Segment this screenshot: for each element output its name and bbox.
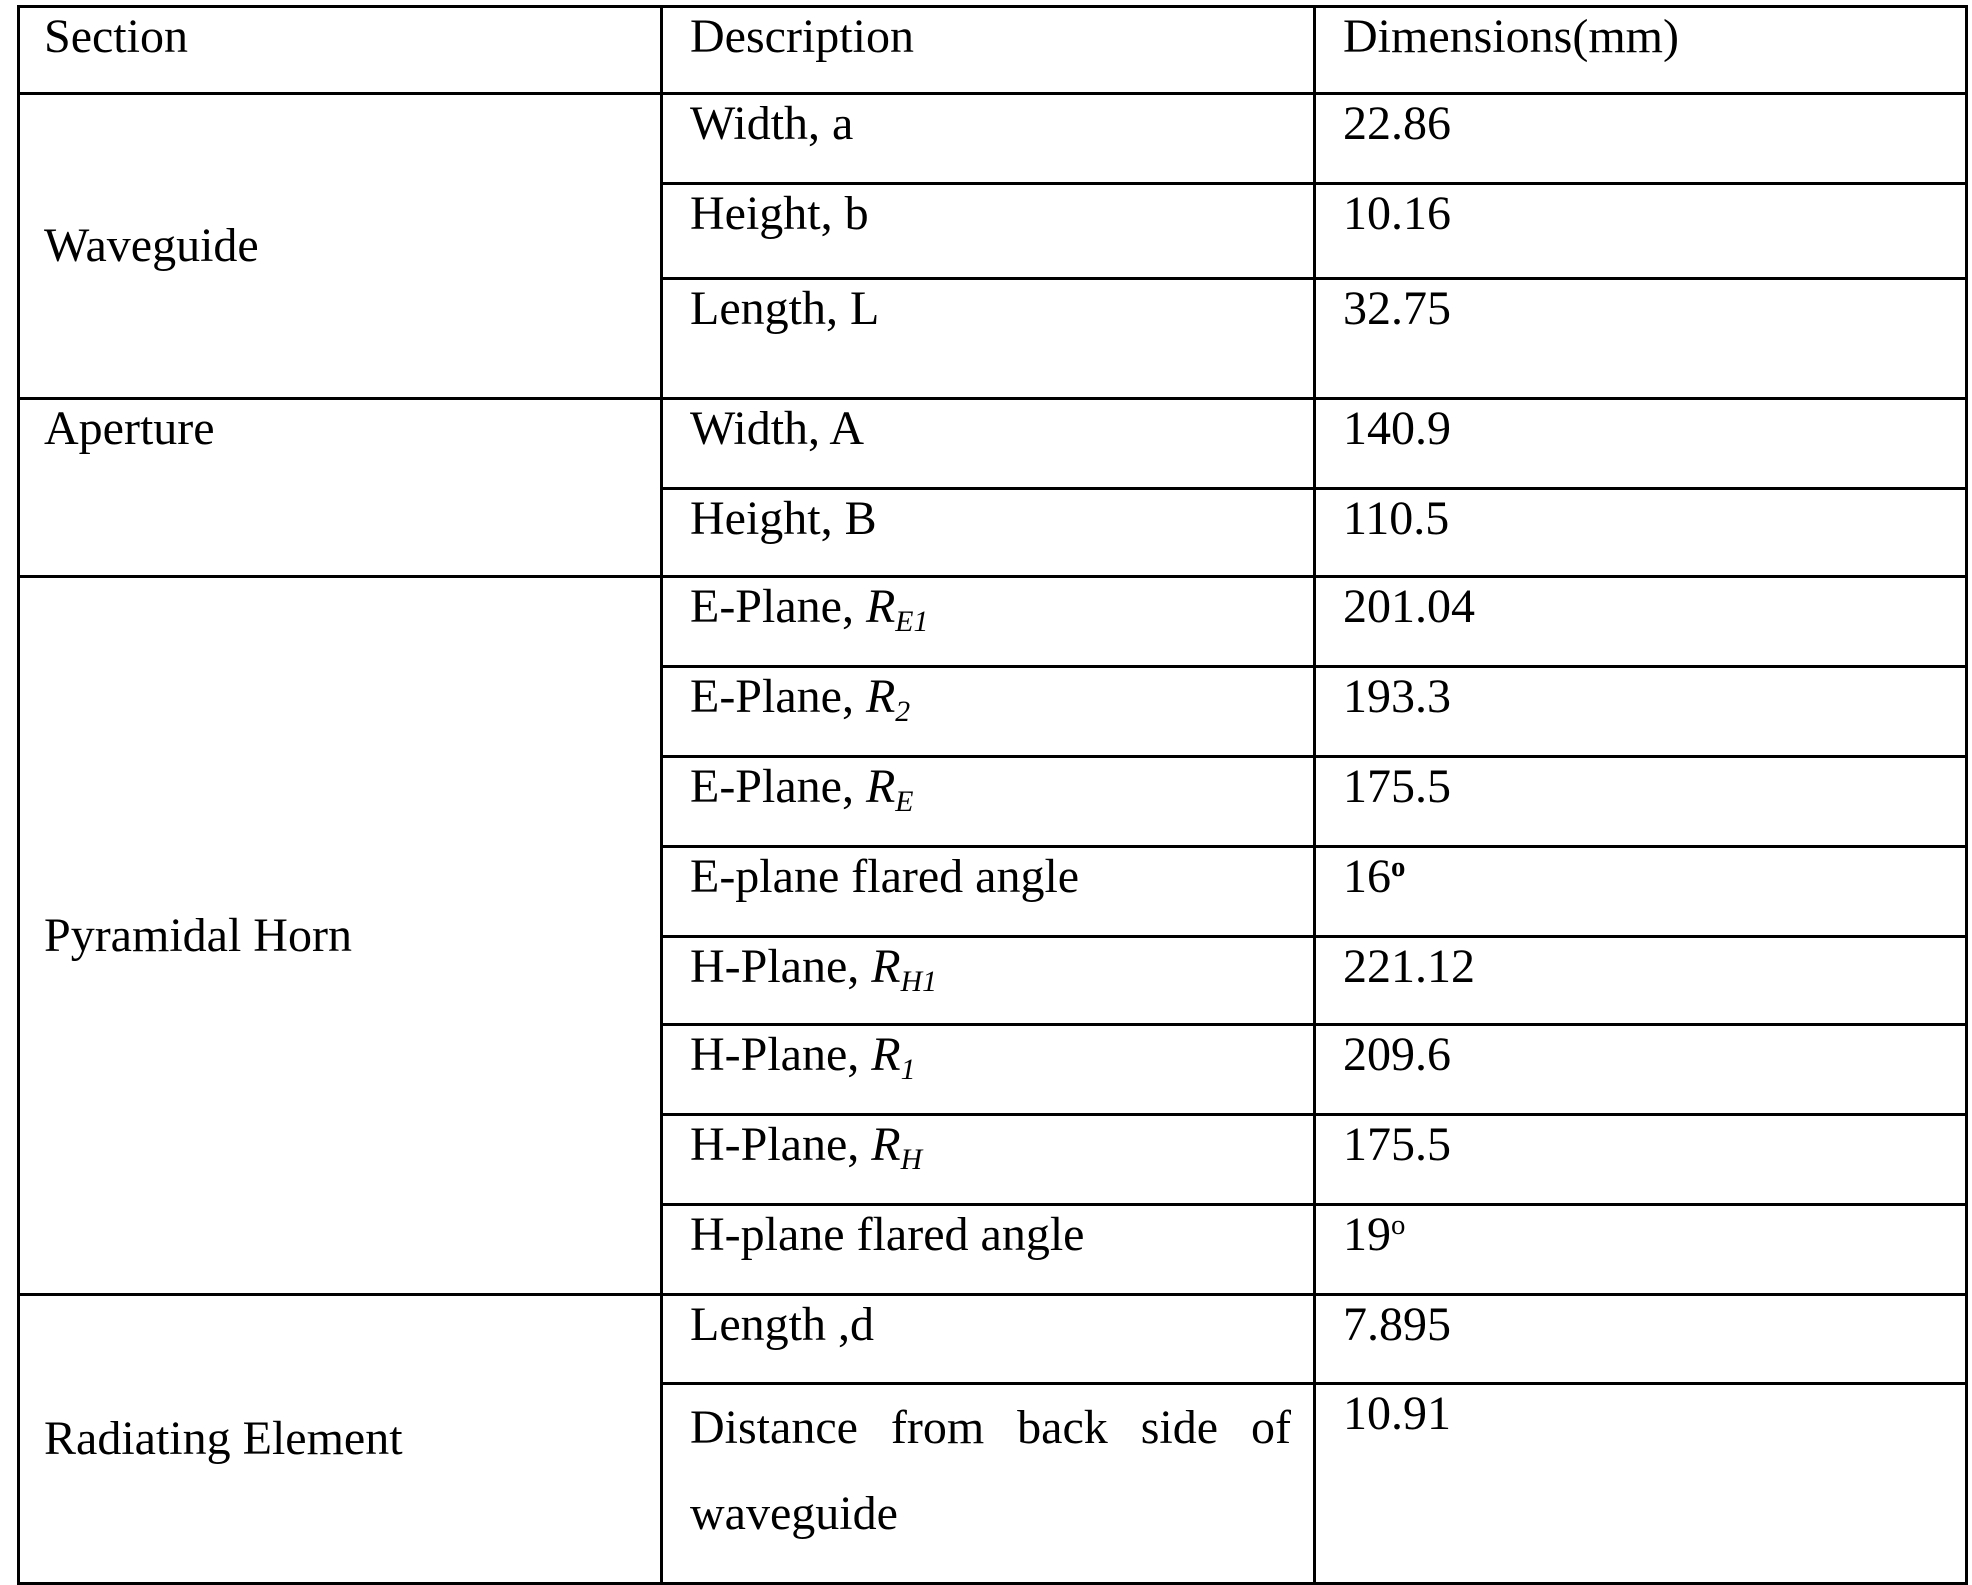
math-symbol: R (865, 760, 896, 813)
math-subscript: E (895, 784, 914, 818)
description-cell (662, 577, 1315, 667)
dimension-value: 193.3 (1343, 670, 1451, 723)
degree-symbol: o (1391, 851, 1406, 884)
table-row (19, 577, 1967, 667)
description-text: H-plane flared angle (690, 1208, 1085, 1261)
header-section (19, 7, 662, 94)
header-description-label: Description (690, 10, 914, 63)
dimension-cell (1315, 94, 1967, 184)
math-symbol: R (865, 580, 896, 633)
dimension-value: 140.9 (1343, 402, 1451, 455)
description-cell (662, 1025, 1315, 1115)
description-text: Length, L (690, 282, 880, 335)
math-subscript: H1 (900, 964, 937, 998)
dimension-cell (1315, 1025, 1967, 1115)
dimension-cell (1315, 279, 1967, 399)
description-text: Height, B (690, 492, 877, 545)
math-symbol: R (871, 1118, 901, 1171)
header-section-label: Section (44, 10, 188, 63)
table-row (19, 94, 1967, 184)
description-cell (662, 1295, 1315, 1384)
description-text: E-plane flared angle (690, 850, 1080, 903)
math-subscript: H (900, 1142, 923, 1176)
description-cell (662, 1115, 1315, 1205)
math-symbol: R (871, 1028, 901, 1081)
section-label: Aperture (44, 402, 215, 455)
section-label: Waveguide (44, 219, 259, 272)
table-row (19, 399, 1967, 489)
description-cell (662, 489, 1315, 577)
dimension-cell (1315, 1205, 1967, 1295)
dimension-value: 32.75 (1343, 282, 1451, 335)
dimension-value: 19 (1343, 1208, 1391, 1261)
math-subscript: E1 (895, 604, 929, 638)
header-dimensions (1315, 7, 1967, 94)
section-cell-waveguide (19, 94, 662, 399)
dimension-cell (1315, 399, 1967, 489)
description-cell (662, 184, 1315, 279)
section-cell-radiating-element (19, 1295, 662, 1584)
description-cell (662, 94, 1315, 184)
dimension-cell (1315, 937, 1967, 1025)
math-subscript: 2 (895, 694, 911, 728)
description-text: E-Plane, (690, 580, 866, 633)
description-text: E-Plane, (690, 760, 866, 813)
dimension-value: 110.5 (1343, 492, 1450, 545)
description-text: H-Plane, (690, 1118, 872, 1171)
dimension-cell (1315, 1384, 1967, 1584)
description-text: Width, A (690, 402, 865, 455)
description-cell (662, 667, 1315, 757)
description-text: Height, b (690, 187, 869, 240)
section-label: Pyramidal Horn (44, 908, 352, 962)
dimension-cell (1315, 577, 1967, 667)
description-text: E-Plane, (690, 670, 866, 723)
dimension-value: 221.12 (1343, 940, 1475, 993)
dimension-cell (1315, 1295, 1967, 1384)
dimension-cell (1315, 757, 1967, 847)
math-symbol: R (871, 940, 901, 993)
description-text: H-Plane, (690, 940, 872, 993)
dimension-cell (1315, 1115, 1967, 1205)
dimension-value: 10.16 (1343, 187, 1451, 240)
dimension-value: 209.6 (1343, 1028, 1451, 1081)
dimension-value: 201.04 (1343, 580, 1475, 633)
math-subscript: 1 (900, 1052, 916, 1086)
dimension-value: 175.5 (1343, 760, 1451, 813)
section-label: Radiating Element (44, 1412, 403, 1465)
dimension-value: 7.895 (1343, 1298, 1451, 1351)
description-text: Distance from back side of waveguide (690, 1401, 1291, 1540)
description-cell (662, 937, 1315, 1025)
description-text: Length ,d (690, 1298, 874, 1351)
dimension-value: 22.86 (1343, 97, 1451, 150)
description-text: H-Plane, (690, 1028, 872, 1081)
section-cell-pyramidal-horn (19, 577, 662, 1295)
section-cell-aperture (19, 399, 662, 577)
table-row (19, 1295, 1967, 1384)
description-cell (662, 279, 1315, 399)
description-text: Width, a (690, 97, 854, 150)
description-cell (662, 399, 1315, 489)
description-cell (662, 757, 1315, 847)
dimension-cell (1315, 489, 1967, 577)
dimension-cell (1315, 184, 1967, 279)
math-symbol: R (865, 670, 896, 723)
description-cell (662, 1384, 1315, 1584)
description-cell (662, 1205, 1315, 1295)
dimensions-table (17, 5, 1968, 1585)
table-header-row (19, 7, 1967, 94)
header-dimensions-label: Dimensions(mm) (1343, 10, 1679, 63)
dimension-cell (1315, 667, 1967, 757)
dimension-value: 175.5 (1343, 1118, 1451, 1171)
description-cell (662, 847, 1315, 937)
dimension-value: 16 (1343, 850, 1391, 903)
header-description (662, 7, 1315, 94)
dimension-cell (1315, 847, 1967, 937)
degree-symbol: o (1391, 1209, 1406, 1242)
dimension-value: 10.91 (1343, 1387, 1451, 1440)
